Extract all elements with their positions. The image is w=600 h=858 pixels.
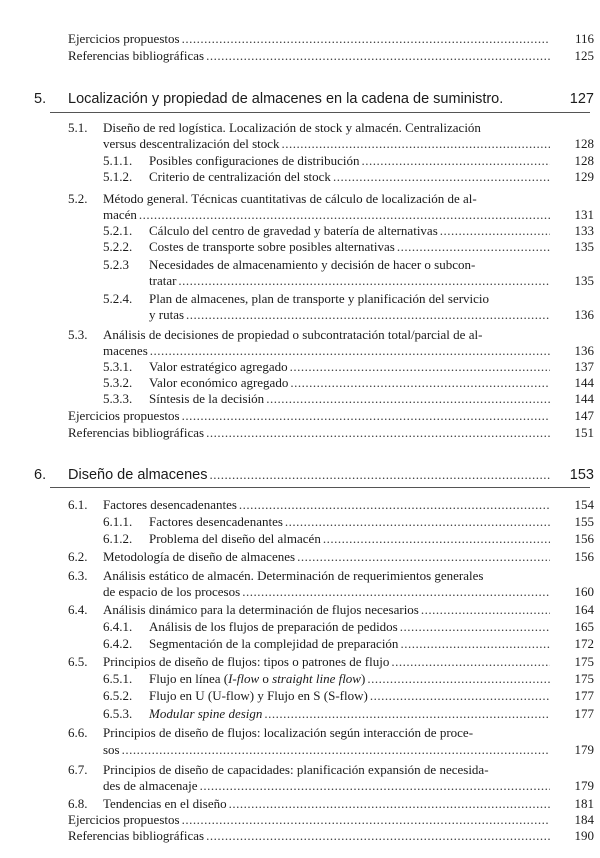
leader-dots (206, 424, 550, 442)
leader-dots (178, 272, 550, 290)
toc-entry-6-3-cont (0, 583, 600, 601)
leader-dots (209, 466, 550, 484)
section-number: 5.1. (68, 120, 88, 135)
entry-text: Ejercicios propuestos (68, 812, 180, 827)
entry-text: Modular spine design (149, 706, 263, 721)
page-number: 155 (574, 514, 594, 529)
entry-text: Metodología de diseño de almacenes (103, 549, 296, 564)
section-number: 5.2.4. (103, 291, 133, 306)
chapter-6-heading (0, 466, 600, 484)
page-number: 175 (574, 671, 594, 686)
section-number: 6.5.1. (103, 671, 133, 686)
entry-text: Análisis estático de almacén. Determinación de requerimientos generales (103, 568, 484, 583)
entry-text: Flujo en línea (I-flow o straight line flow) (149, 671, 366, 686)
entry-text: macenes (103, 343, 148, 358)
toc-entry-5-2-4-cont (0, 306, 600, 324)
section-number: 6.1. (68, 497, 88, 512)
entry-text: Costes de transporte sobre posibles alternativas (149, 239, 395, 254)
entry-text: Posibles configuraciones de distribución (149, 153, 360, 168)
section-number: 6.4.2. (103, 636, 133, 651)
leader-dots (182, 30, 550, 48)
leader-dots (122, 741, 550, 759)
chapter-rule (50, 112, 590, 113)
section-number: 6.5. (68, 654, 88, 669)
chapter-page: 153 (569, 467, 594, 483)
page-number: 165 (574, 619, 594, 634)
page-number: 154 (574, 497, 594, 512)
page-number: 136 (574, 307, 594, 322)
page-number: 135 (574, 273, 594, 288)
toc-entry-5-2-2 (0, 238, 600, 256)
page-number: 175 (574, 654, 594, 669)
toc-entry-ejercicios (0, 407, 600, 425)
page-number: 156 (574, 549, 594, 564)
entry-text: Criterio de centralización del stock (149, 169, 331, 184)
page-number: 190 (574, 828, 594, 843)
toc-entry-6-5-1 (0, 670, 600, 688)
entry-text: Referencias bibliográficas (68, 425, 205, 440)
page-number: 136 (574, 343, 594, 358)
entry-text: Referencias bibliográficas (68, 48, 205, 63)
section-number: 6.5.3. (103, 706, 133, 721)
leader-dots (206, 827, 550, 845)
page-number: 156 (574, 531, 594, 546)
page-number: 133 (574, 223, 594, 238)
leader-dots (391, 653, 550, 671)
page-number: 179 (574, 778, 594, 793)
entry-text: sos (103, 742, 120, 757)
entry-text: tratar (149, 273, 177, 288)
page-number: 160 (574, 584, 594, 599)
toc-entry-5-2-3-cont (0, 272, 600, 290)
page-number: 147 (574, 408, 594, 423)
leader-dots (242, 583, 550, 601)
leader-dots (182, 407, 550, 425)
leader-dots (264, 705, 550, 723)
page-number: 177 (574, 688, 594, 703)
page-number: 125 (574, 48, 594, 63)
toc-entry-6-1 (0, 496, 600, 514)
chapter-page: 127 (569, 91, 594, 107)
toc-entry-6-2 (0, 548, 600, 566)
leader-dots (367, 670, 550, 688)
leader-dots (186, 306, 550, 324)
entry-text: Análisis de los flujos de preparación de pedidos (149, 619, 398, 634)
leader-dots (370, 687, 550, 705)
toc-entry-5-1-2 (0, 168, 600, 186)
entry-text: Ejercicios propuestos (68, 31, 180, 46)
section-number: 5.3.2. (103, 375, 133, 390)
toc-entry-referencias (0, 827, 600, 845)
toc-entry-6-4 (0, 601, 600, 619)
page-number: 151 (574, 425, 594, 440)
entry-text: Necesidades de almacenamiento y decisión de hacer o subcon- (149, 257, 476, 272)
page-number: 177 (574, 706, 594, 721)
entry-text: Factores desencadenantes (103, 497, 237, 512)
page-number: 135 (574, 239, 594, 254)
leader-dots (400, 618, 550, 636)
section-number: 5.2.3 (103, 257, 129, 272)
section-number: 6.1.1. (103, 514, 133, 529)
toc-entry-5-3-3 (0, 390, 600, 408)
page-number: 131 (574, 207, 594, 222)
chapter-title: Diseño de almacenes (68, 467, 208, 483)
chapter-number: 5. (34, 91, 47, 107)
entry-text: Referencias bibliográficas (68, 828, 205, 843)
toc-entry-6-1-1 (0, 513, 600, 531)
entry-text: Análisis dinámico para la determinación de flujos necesarios (103, 602, 419, 617)
entry-text: des de almacenaje (103, 778, 198, 793)
page-number: 181 (574, 796, 594, 811)
toc-entry-6-4-1 (0, 618, 600, 636)
leader-dots (297, 548, 550, 566)
toc-entry-6-7-cont (0, 777, 600, 795)
toc-entry-6-5 (0, 653, 600, 671)
page-number: 179 (574, 742, 594, 757)
entry-text: Principios de diseño de flujos: tipos o patrones de flujo (103, 654, 390, 669)
toc-entry-6-4-2 (0, 635, 600, 653)
entry-text: y rutas (149, 307, 185, 322)
page-number: 184 (574, 812, 594, 827)
section-number: 6.5.2. (103, 688, 133, 703)
section-number: 5.2.1. (103, 223, 133, 238)
entry-text: Principios de diseño de capacidades: planificación expansión de necesida- (103, 762, 489, 777)
entry-text: versus descentralización del stock (103, 136, 280, 151)
section-number: 6.1.2. (103, 531, 133, 546)
entry-text: Valor estratégico agregado (149, 359, 288, 374)
page-number: 144 (574, 375, 594, 390)
section-number: 5.2. (68, 191, 88, 206)
chapter-title: Localización y propiedad de almacenes en la cadena de suministro. (68, 91, 504, 107)
entry-text: macén (103, 207, 137, 222)
page-number: 137 (574, 359, 594, 374)
section-number: 5.1.1. (103, 153, 133, 168)
section-number: 5.3.1. (103, 359, 133, 374)
leader-dots (421, 601, 550, 619)
page-number: 128 (574, 136, 594, 151)
chapter-rule (50, 487, 590, 488)
entry-text: Cálculo del centro de gravedad y batería de alternativas (149, 223, 438, 238)
entry-text: Factores desencadenantes (149, 514, 283, 529)
section-number: 5.1.2. (103, 169, 133, 184)
entry-text: Síntesis de la decisión (149, 391, 265, 406)
entry-text: Flujo en U (U-flow) y Flujo en S (S-flow) (149, 688, 368, 703)
leader-dots (323, 530, 550, 548)
page-number: 116 (574, 31, 594, 46)
section-number: 5.3.3. (103, 391, 133, 406)
section-number: 6.8. (68, 796, 88, 811)
toc-entry-6-5-2 (0, 687, 600, 705)
page-number: 129 (574, 169, 594, 184)
leader-dots (285, 513, 550, 531)
section-number: 5.2.2. (103, 239, 133, 254)
toc-entry (0, 47, 600, 65)
leader-dots (200, 777, 550, 795)
page-number: 164 (574, 602, 594, 617)
section-number: 6.3. (68, 568, 88, 583)
section-number: 6.2. (68, 549, 88, 564)
toc-entry (0, 30, 600, 48)
toc-entry-6-5-3 (0, 705, 600, 723)
leader-dots (397, 238, 550, 256)
toc-entry-referencias (0, 424, 600, 442)
page-number: 144 (574, 391, 594, 406)
entry-text: Valor económico agregado (149, 375, 289, 390)
leader-dots (266, 390, 550, 408)
leader-dots (400, 635, 550, 653)
section-number: 6.4.1. (103, 619, 133, 634)
entry-text: Análisis de decisiones de propiedad o subcontratación total/parcial de al- (103, 327, 483, 342)
chapter-number: 6. (34, 467, 47, 483)
leader-dots (333, 168, 550, 186)
toc-entry-6-1-2 (0, 530, 600, 548)
entry-text: Método general. Técnicas cuantitativas de cálculo de localización de al- (103, 191, 477, 206)
section-number: 6.7. (68, 762, 88, 777)
chapter-5-heading (0, 90, 600, 108)
entry-text: Principios de diseño de flujos: localización según interacción de proce- (103, 725, 474, 740)
leader-dots (282, 135, 550, 153)
entry-text: Segmentación de la complejidad de preparación (149, 636, 399, 651)
entry-text: Diseño de red logística. Localización de stock y almacén. Centralización (103, 120, 481, 135)
section-number: 5.3. (68, 327, 88, 342)
entry-text: de espacio de los procesos (103, 584, 241, 599)
page-number: 172 (574, 636, 594, 651)
page-number: 128 (574, 153, 594, 168)
entry-text: Tendencias en el diseño (103, 796, 227, 811)
entry-text: Plan de almacenes, plan de transporte y planificación del servicio (149, 291, 490, 306)
toc-entry-5-1-cont (0, 135, 600, 153)
toc-entry-6-6-cont (0, 741, 600, 759)
entry-text: Problema del diseño del almacén (149, 531, 321, 546)
toc-entry-6-6 (0, 724, 600, 742)
section-number: 6.6. (68, 725, 88, 740)
section-number: 6.4. (68, 602, 88, 617)
entry-text: Ejercicios propuestos (68, 408, 180, 423)
leader-dots (206, 47, 550, 65)
leader-dots (239, 496, 550, 514)
